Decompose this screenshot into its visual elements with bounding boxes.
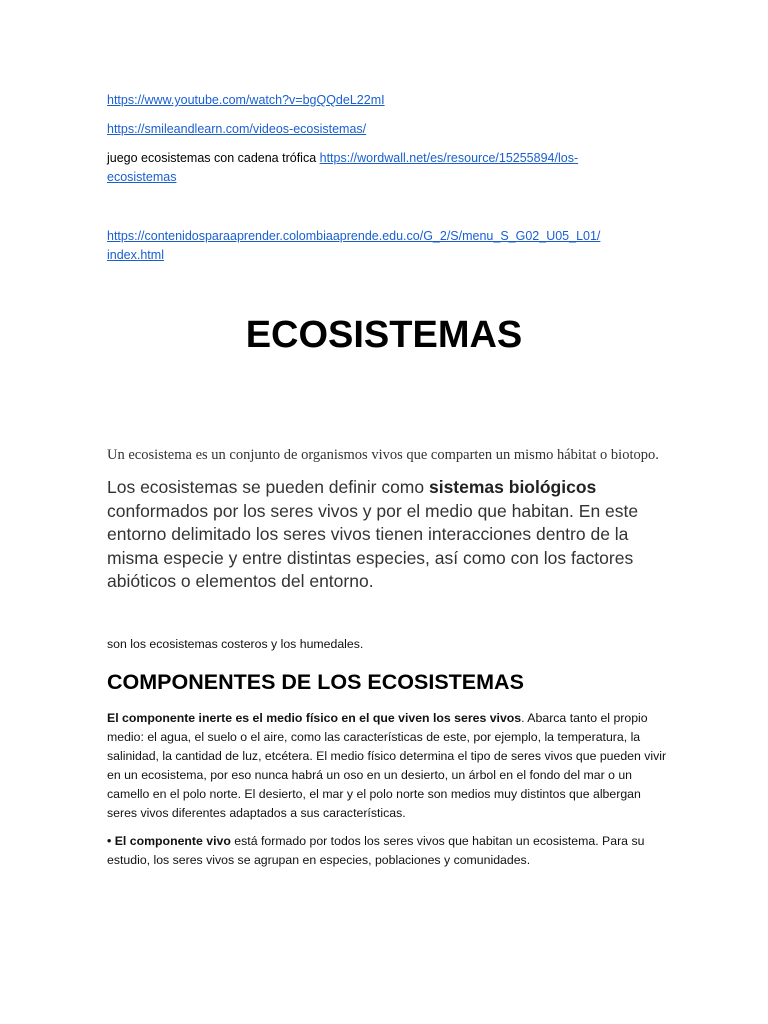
colombia-link-part2[interactable]: index.html — [107, 248, 164, 262]
smileandlearn-link-line — [107, 120, 667, 139]
wordwall-link-part2[interactable]: ecosistemas — [107, 170, 177, 184]
wordwall-link-part1[interactable]: https://wordwall.net/es/resource/15255894/los- — [319, 151, 579, 165]
definition-before: Los ecosistemas se pueden definir como — [107, 477, 429, 497]
youtube-link[interactable]: https://www.youtube.com/watch?v=bgQQdeL22mI — [107, 93, 385, 107]
inert-bold: El componente inerte es el medio físico en el que viven los seres vivos — [107, 711, 522, 725]
definition-after: conformados por los seres vivos y por el medio que habitan. En este entorno delimitado los seres vivos tienen interacciones dentro de la misma especie y entre distintas especies, así como con los factores abióticos o elementos del entorno. — [107, 500, 639, 591]
colombia-link-line — [107, 227, 667, 265]
wordwall-prefix: juego ecosistemas con cadena trófica — [107, 151, 320, 165]
smileandlearn-link[interactable]: https://smileandlearn.com/videos-ecosistemas/ — [107, 122, 367, 136]
definition-paragraph — [107, 476, 667, 594]
living-text: está formado por todos los seres vivos que habitan un ecosistema. Para su estudio, los seres vivos se agrupan en especies, poblaciones y comunidades. — [107, 834, 645, 867]
living-component-paragraph — [107, 832, 667, 870]
components-heading: COMPONENTES DE LOS ECOSISTEMAS — [107, 670, 524, 694]
inert-text: . Abarca tanto el propio medio: el agua, el suelo o el aire, como las características de este, por ejemplo, la temperatura, la salinidad, la cantidad de luz, etcétera. El medio físico determina el tipo de seres vivos que pueden vivir en un ecosistema, por eso nunca habrá un oso en un desierto, un árbol en el fondo del mar o un camello en el polo norte. El desierto, el mar y el polo norte son medios muy distintos que albergan seres vivos diferentes adaptados a sus características. — [107, 711, 667, 820]
coastal-line: son los ecosistemas costeros y los humedales. — [107, 637, 364, 651]
youtube-link-line — [107, 91, 667, 110]
definition-bold: sistemas biológicos — [428, 477, 597, 497]
colombia-link-part1[interactable]: https://contenidosparaaprender.colombiaaprende.edu.co/G_2/S/menu_S_G02_U05_L01/ — [107, 229, 601, 243]
living-bold: • El componente vivo — [107, 834, 231, 848]
wordwall-line — [107, 149, 607, 187]
inert-component-paragraph — [107, 709, 667, 823]
page-title: ECOSISTEMAS — [245, 314, 523, 356]
definition-serif: Un ecosistema es un conjunto de organismos vivos que comparten un mismo hábitat o biotopo. — [107, 447, 659, 463]
